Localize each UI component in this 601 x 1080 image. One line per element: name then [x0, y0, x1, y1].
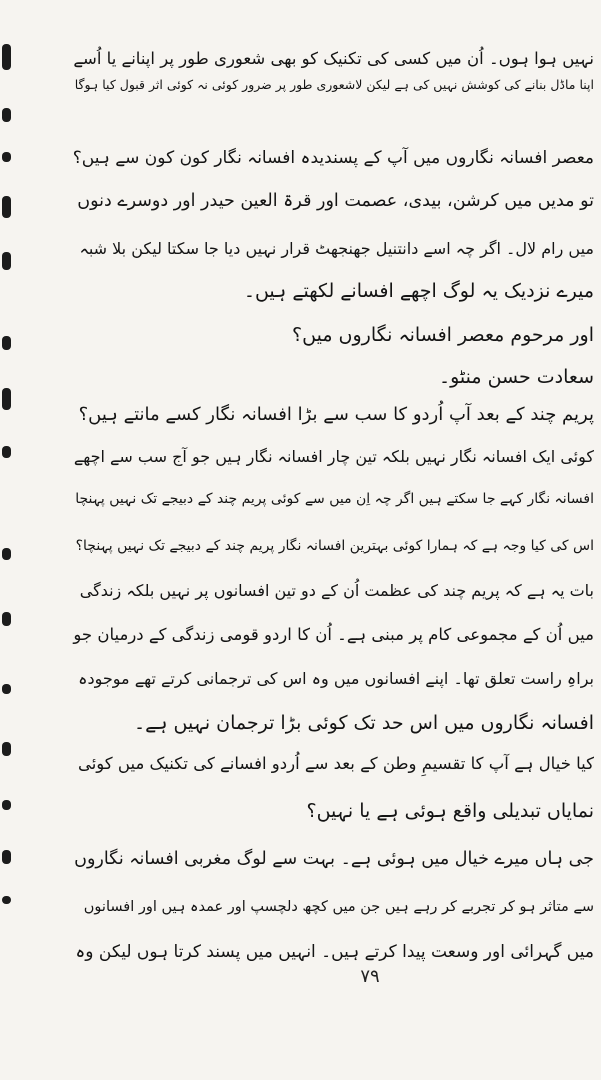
text-line: میں رام لال۔ اگر چہ اسے دانتنیل جھنجھٹ قرار نہیں دیا جا سکتا لیکن بلا شبہ	[79, 239, 594, 258]
binding-edge	[0, 0, 16, 1080]
page-number: ۷۹	[360, 966, 380, 987]
text-line: سے متاثر ہو کر تجربے کر رہے ہیں جن میں کچھ دلچسپ اور عمدہ ہیں اور افسانوں	[83, 899, 594, 915]
binding-mark	[2, 336, 11, 350]
binding-mark	[2, 742, 11, 756]
text-line: سعادت حسن منٹو۔	[438, 366, 594, 388]
binding-mark	[2, 252, 11, 270]
text-line: کوئی ایک افسانہ نگار نہیں بلکہ تین چار افسانہ نگار ہیں جو آج سب سے اچھے	[73, 447, 594, 466]
binding-mark	[2, 896, 11, 904]
binding-mark	[2, 44, 11, 70]
text-line: براہِ راست تعلق تھا۔ اپنے افسانوں میں وہ اس کی ترجمانی کرتے تھے موجودہ	[78, 669, 594, 688]
text-line: اور مرحوم معصر افسانہ نگاروں میں؟	[292, 324, 594, 346]
text-line: میں گہرائی اور وسعت پیدا کرتے ہیں۔ انہیں میں پسند کرتا ہوں لیکن وہ	[75, 942, 594, 962]
text-line: پریم چند کے بعد آپ اُردو کا سب سے بڑا افسانہ نگار کسے مانتے ہیں؟	[78, 404, 594, 425]
text-line: اس کی کیا وجہ ہے کہ ہمارا کوئی بہترین افسانہ نگار پریم چند کے دبیجے تک نہیں پہنچا؟	[75, 538, 594, 554]
binding-mark	[2, 388, 11, 410]
binding-mark	[2, 446, 11, 458]
text-line: کیا خیال ہے آپ کا تقسیمِ وطن کے بعد سے اُردو افسانے کی تکنیک میں کوئی	[77, 754, 594, 773]
binding-mark	[2, 800, 11, 810]
text-line: تو مدیں میں کرشن، بیدی، عصمت اور قرۃ العین حیدر اور دوسرے دنوں	[77, 191, 594, 211]
binding-mark	[2, 850, 11, 864]
binding-mark	[2, 196, 11, 218]
text-line: میرے نزدیک یہ لوگ اچھے افسانے لکھتے ہیں۔	[243, 280, 594, 302]
binding-mark	[2, 548, 11, 560]
binding-mark	[2, 108, 11, 122]
text-line: افسانہ نگاروں میں اس حد تک کوئی بڑا ترجمان نہیں ہے۔	[134, 712, 594, 734]
binding-mark	[2, 612, 11, 626]
text-line: افسانہ نگار کہے جا سکتے ہیں اگر چہ اِن میں سے کوئی پریم چند کے دبیجے تک نہیں پہنچا	[75, 491, 594, 507]
text-line: نہیں ہوا ہوں۔ اُن میں کسی کی تکنیک کو بھی شعوری طور پر اپنانے یا اُسے	[73, 49, 594, 68]
text-line: معصر افسانہ نگاروں میں آپ کے پسندیدہ افسانہ نگار کون کون سے ہیں؟	[72, 148, 594, 168]
text-line: میں اُن کے مجموعی کام پر مبنی ہے۔ اُن کا اردو قومی زندگی کے درمیان جو	[73, 625, 594, 644]
text-line: اپنا ماڈل بنانے کی کوشش نہیں کی ہے لیکن لاشعوری طور پر ضرور کوئی نہ کوئی اثر قبول کیا ہوگا	[74, 77, 594, 92]
binding-mark	[2, 152, 11, 162]
text-line: نمایاں تبدیلی واقع ہوئی ہے یا نہیں؟	[306, 800, 594, 822]
text-line: بات یہ ہے کہ پریم چند کی عظمت اُن کے دو تین افسانوں پر نہیں بلکہ زندگی	[79, 581, 594, 600]
binding-mark	[2, 684, 11, 694]
text-line: جی ہاں میرے خیال میں ہوئی ہے۔ بہت سے لوگ مغربی افسانہ نگاروں	[74, 849, 594, 869]
